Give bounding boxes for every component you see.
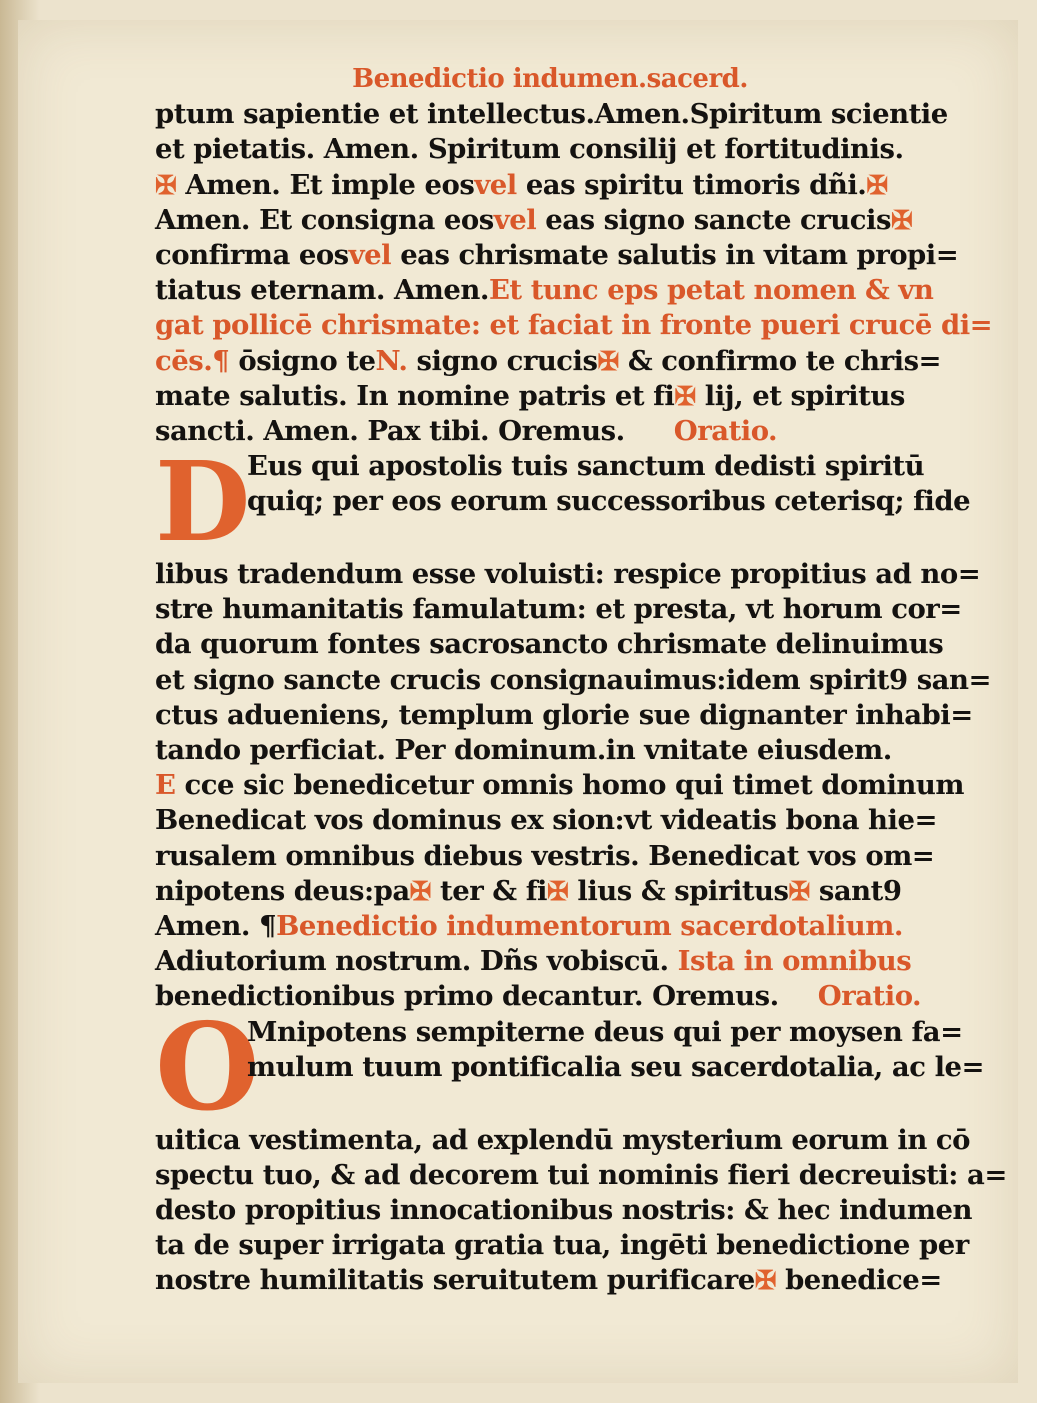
text-line: ✠ Amen. Et imple eosvel eas spiritu timoris dñi.✠ [155, 168, 888, 201]
text-line: spectu tuo, & ad decorem tui nominis fieri decreuisti: a= [155, 1158, 1007, 1191]
text-line: et signo sancte crucis consignauimus:idem spirit9 san= [155, 663, 992, 696]
pilcrow-icon: ¶ [259, 909, 277, 942]
text-line: Amen. Et consigna eosvel eas signo sancte crucis✠ [155, 203, 913, 236]
cross-icon: ✠ [409, 876, 431, 907]
cross-icon: ✠ [155, 170, 177, 201]
oratio-heading: Oratio. [817, 980, 922, 1013]
rubric-heading: Benedictio indumentorum sacerdotalium. [276, 909, 903, 942]
text-line: nipotens deus:pa✠ ter & fi✠ lius & spiritus✠ sant9 [155, 874, 902, 907]
cross-icon: ✠ [788, 876, 810, 907]
text-line: cēs.¶ ōsigno teN. signo crucis✠ & confirmo te chris= [155, 344, 942, 377]
text-line: mulum tuum pontificalia seu sacerdotalia, ac le= [247, 1050, 985, 1083]
initial-e: E [155, 769, 176, 802]
text-line: Eus qui apostolis tuis sanctum dedisti spiritū [247, 450, 925, 483]
rubric-instruction: Ista in omnibus [677, 945, 912, 978]
text-line: Adiutorium nostrum. Dñs vobiscū. Ista in omnibus [155, 945, 912, 978]
text-line: sancti. Amen. Pax tibi. Oremus. Oratio. [155, 414, 778, 447]
cross-icon: ✠ [547, 876, 569, 907]
text-line: desto propitius innocationibus nostris: & hec indumen [155, 1193, 972, 1226]
rubric-line: gat pollicē chrismate: et faciat in fronte pueri crucē di= [155, 309, 993, 342]
text-line: rusalem omnibus diebus vestris. Benedicat vos om= [155, 839, 935, 872]
text-line: tando perficiat. Per dominum.in vnitate eiusdem. [155, 734, 892, 766]
rubric-n: N. [375, 344, 408, 377]
text-line: benedictionibus primo decantur. Oremus. Oratio. [155, 980, 922, 1013]
initial-d: D [155, 437, 250, 567]
text-line: Amen. ¶Benedictio indumentorum sacerdotalium. [155, 909, 903, 942]
text-line: ptum sapientie et intellectus.Amen.Spiritum scientie [155, 98, 948, 131]
text-line: ta de super irrigata gratia tua, ingēti benedictione per [155, 1229, 969, 1262]
rubric-vel: vel [493, 203, 537, 236]
initial-o: O [155, 996, 260, 1138]
text-line: E cce sic benedicetur omnis homo qui timet dominum [155, 769, 964, 802]
cross-icon: ✠ [866, 170, 888, 201]
text-line: stre humanitatis famulatum: et presta, vt horum cor= [155, 593, 962, 626]
text-line: ctus adueniens, templum glorie sue dignanter inhabi= [155, 698, 973, 731]
text-line: quiq; per eos eorum successoribus ceterisq; fide [247, 485, 971, 518]
cross-icon: ✠ [674, 381, 696, 412]
text-line: uitica vestimenta, ad explendū mysterium eorum in cō [155, 1123, 971, 1156]
cross-icon: ✠ [890, 205, 913, 236]
text-line: et pietatis. Amen. Spiritum consilij et fortitudinis. [155, 133, 904, 166]
text-line: libus tradendum esse voluisti: respice propitius ad no= [155, 558, 981, 591]
oratio-heading: Oratio. [673, 414, 778, 447]
running-header: Benedictio indumen.sacerd. [352, 64, 748, 94]
cross-icon: ✠ [597, 346, 619, 377]
rubric-instruction: Et tunc eps petat nomen & vn [488, 274, 934, 307]
rubric-vel: vel [474, 168, 517, 201]
text-line: da quorum fontes sacrosancto chrismate delinuimus [155, 628, 944, 661]
rubric-vel: vel [348, 238, 392, 271]
text-line: Mnipotens sempiterne deus qui per moysen fa= [247, 1015, 963, 1048]
text-line: mate salutis. In nomine patris et fi✠ lij, et spiritus [155, 379, 905, 412]
text-line: nostre humilitatis seruitutem purificare✠ benedice= [155, 1264, 942, 1297]
paragraph-deus [155, 437, 992, 768]
cross-icon: ✠ [754, 1266, 776, 1297]
pilcrow-icon: ¶ [212, 344, 230, 377]
text-line: Benedicat vos dominus ex sion:vt videatis bona hie= [155, 804, 938, 837]
text-line: confirma eosvel eas chrismate salutis in vitam propi= [155, 238, 959, 271]
text-line: tiatus eternam. Amen.Et tunc eps petat nomen & vn [155, 274, 934, 307]
text-block [155, 62, 1007, 1298]
